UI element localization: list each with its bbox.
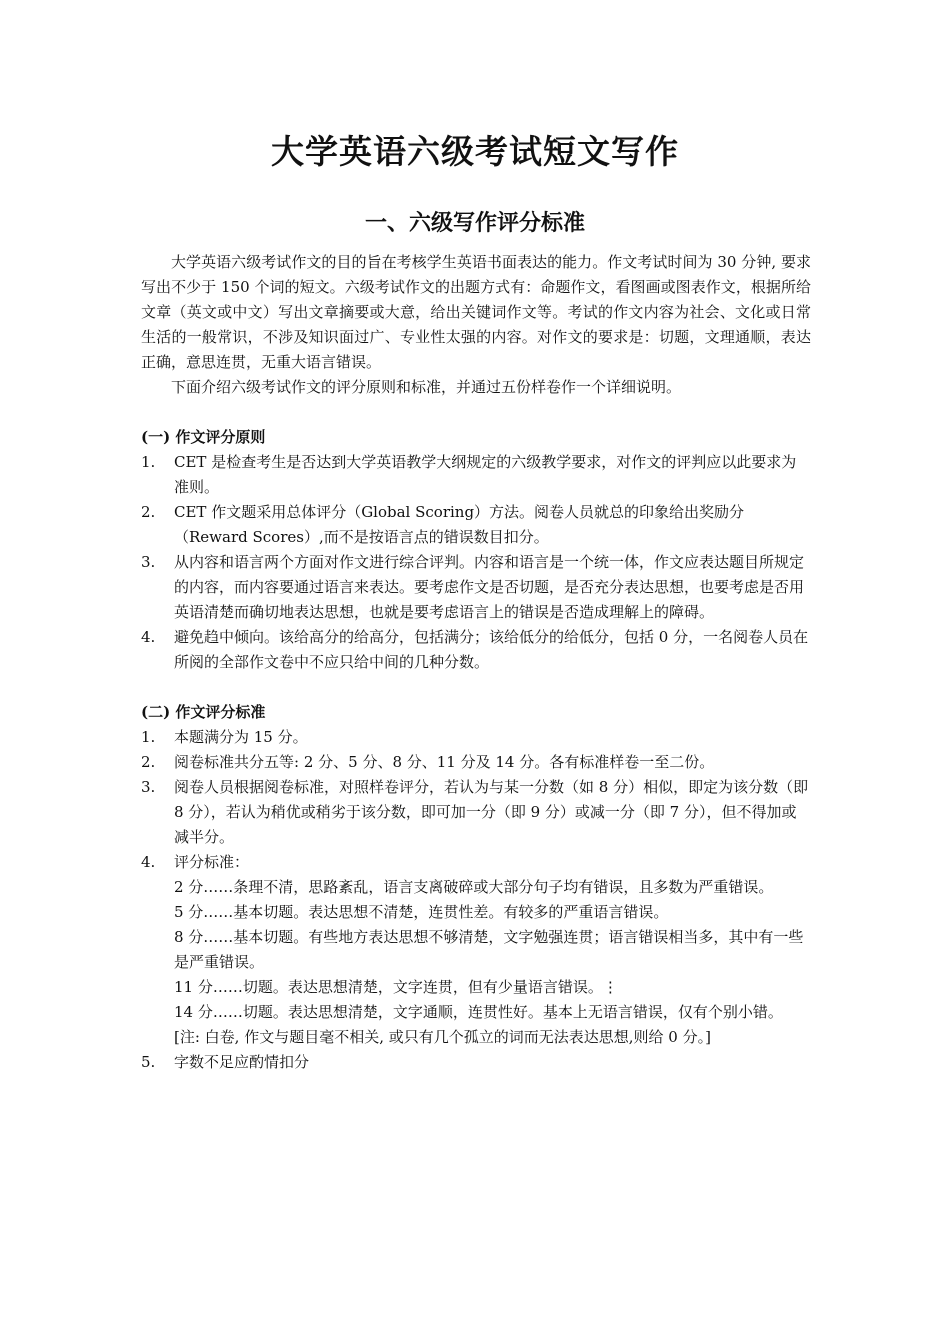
item-text: CET 是检查考生是否达到大学英语教学大纲规定的六级教学要求，对作文的评判应以此要求为准则。 (174, 453, 797, 496)
item-text: 阅卷标准共分五等: 2 分、5 分、8 分、11 分及 14 分。各有标准样卷一至二份。 (174, 753, 715, 771)
list-item (141, 750, 811, 775)
item-number: 4. (141, 853, 156, 871)
list-item (141, 450, 811, 500)
intro-paragraph: 下面介绍六级考试作文的评分原则和标准，并通过五份样卷作一个详细说明。 (171, 378, 682, 396)
grade-description: 2 分……条理不清，思路紊乱，语言支离破碎或大部分句子均有错误，且多数为严重错误。 (174, 878, 774, 896)
standards-list (141, 725, 811, 1075)
document-body (141, 250, 811, 1075)
list-item (141, 550, 811, 625)
item-number: 3. (141, 553, 156, 571)
item-text: 避免趋中倾向。该给高分的给高分，包括满分；该给低分的给低分，包括 0 分，一名阅卷人员在所阅的全部作文卷中不应只给中间的几种分数。 (174, 628, 809, 671)
list-item (141, 725, 811, 750)
item-number: 3. (141, 778, 156, 796)
grade-description: 14 分……切题。表达思想清楚，文字通顺，连贯性好。基本上无语言错误，仅有个别小错。 (174, 1003, 783, 1021)
intro-paragraph: 大学英语六级考试作文的目的旨在考核学生英语书面表达的能力。作文考试时间为 30 分钟, 要求写出不少于 150 个词的短文。六级考试作文的出题方式有：命题作文，看图画或图表作文，根据所给文章（英文或中文）写出文章摘要或大意，给出关键词作文等。考试的作文内容为社会、文化或日常生活的一般常识，不涉及知识面过广、专业性太强的内容。对作文的要求是：切题，文理通顺，表达正确，意思连贯，无重大语言错误。 (141, 253, 811, 371)
grade-description: 5 分……基本切题。表达思想不清楚，连贯性差。有较多的严重语言错误。 (174, 903, 669, 921)
item-number: 1. (141, 453, 156, 471)
list-item (141, 850, 811, 1050)
item-number: 2. (141, 753, 156, 771)
item-number: 4. (141, 628, 156, 646)
item-number: 1. (141, 728, 156, 746)
list-item (141, 500, 811, 550)
item-text: 从内容和语言两个方面对作文进行综合评判。内容和语言是一个统一体，作文应表达题目所规定的内容，而内容要通过语言来表达。要考虑作文是否切题，是否充分表达思想，也要考虑是否用英语清楚而确切地表达思想，也就是要考虑语言上的错误是否造成理解上的障碍。 (174, 553, 805, 621)
item-text: 本题满分为 15 分。 (174, 728, 308, 746)
document-title: 大学英语六级考试短文写作 (271, 132, 679, 171)
principles-list (141, 450, 811, 675)
list-item (141, 775, 811, 850)
list-item (141, 1050, 811, 1075)
item-number: 5. (141, 1053, 156, 1071)
principles-heading: (一) 作文评分原则 (141, 428, 266, 446)
grade-description: 8 分……基本切题。有些地方表达思想不够清楚，文字勉强连贯；语言错误相当多，其中有一些是严重错误。 (174, 928, 804, 971)
item-number: 2. (141, 503, 156, 521)
standards-heading: (二) 作文评分标准 (141, 703, 266, 721)
item-text: CET 作文题采用总体评分（Global Scoring）方法。阅卷人员就总的印象给出奖励分（Reward Scores）,而不是按语言点的错误数目扣分。 (174, 503, 745, 546)
list-item (141, 625, 811, 675)
item-text: 阅卷人员根据阅卷标准，对照样卷评分，若认为与某一分数（如 8 分）相似，即定为该分数（即 8 分），若认为稍优或稍劣于该分数，即可加一分（即 9 分）或减一分（即 7 分），但不得加或减半分。 (174, 778, 809, 846)
section-title: 一、六级写作评分标准 (364, 211, 585, 236)
item-text: 评分标准： (174, 853, 250, 871)
grade-note: [注: 白卷, 作文与题目毫不相关, 或只有几个孤立的词而无法表达思想,则给 0 分。] (174, 1028, 711, 1046)
grade-description: 11 分……切题。表达思想清楚，文字连贯，但有少量语言错误。⋮ (174, 978, 618, 996)
item-text: 字数不足应酌情扣分 (174, 1053, 310, 1071)
